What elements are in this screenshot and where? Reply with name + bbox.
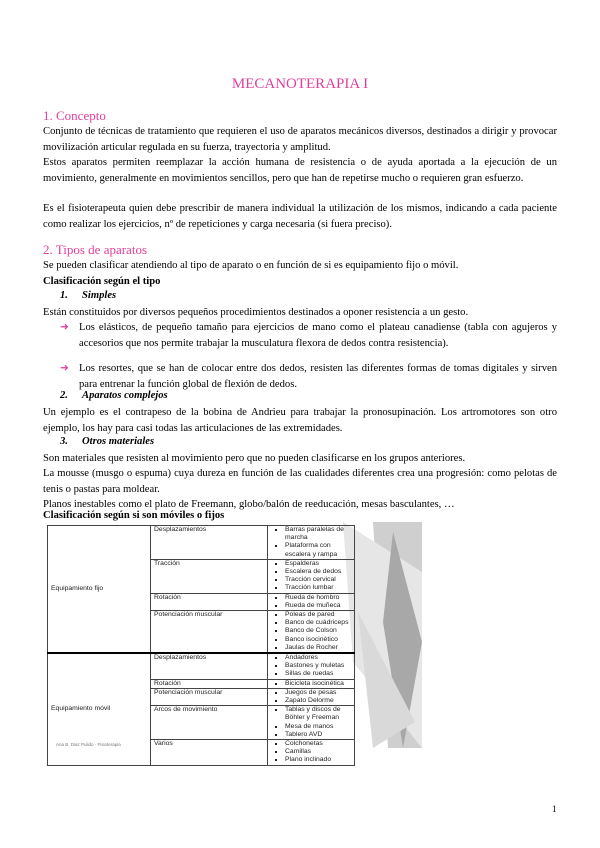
list-item: ▪ Juegos de pesas — [285, 689, 351, 697]
table-row — [48, 653, 355, 679]
list-item: ▪ Rueda de hombro — [285, 594, 351, 602]
classification-by-type-heading: Clasificación según el tipo — [43, 276, 161, 287]
category-cell: Tracción — [151, 559, 268, 593]
otros-text-2: La mousse (musgo o espuma) cuya dureza en función de las cualidades diferentes crea una progresión: como pelotas de tenis o pastas para moldear. — [43, 468, 557, 495]
page-number: 1 — [552, 804, 557, 814]
concepto-paragraph-1: Conjunto de técnicas de tratamiento que requieren el uso de aparatos mecánicos diversos, destinados a dirigir y provocar movilización articular regulada en su fuerza, trayectoria y amplitud. — [43, 126, 557, 153]
section-heading-concepto: 1. Concepto — [43, 108, 106, 123]
list-item: ▪ Espalderas — [285, 560, 351, 568]
list-item: ▪ Banco de cuádriceps — [285, 619, 351, 627]
items-cell — [268, 688, 355, 705]
concepto-paragraph-3: Es el fisioterapeuta quien debe prescribir de manera individual la utilización de los mismos, indicando a cada paciente como realizar los ejercicios, nº de repeticiones y carga necesaria (si fuera preciso). — [43, 203, 557, 230]
list-item: ▪ Banco de Colson — [285, 627, 351, 635]
items-cell — [268, 679, 355, 688]
subheading-complejos — [60, 390, 168, 401]
list-item: ▪ Barras paralelas de marcha — [285, 526, 351, 542]
arrow-icon: ➜ — [60, 322, 69, 333]
list-item: ▪ Tablero AVD — [285, 731, 351, 739]
category-cell: Potenciación muscular — [151, 611, 268, 654]
list-item: ▪ Jaulas de Rocher — [285, 644, 351, 652]
simples-text: Están constituidos por diversos pequeños procedimientos destinados a oponer resistencia a un gesto. — [43, 307, 469, 318]
list-item: ▪ Zapato Delorme — [285, 697, 351, 705]
equipment-table — [47, 525, 355, 766]
category-cell: Arcos de movimiento — [151, 706, 268, 740]
list-item: ▪ Rueda de muñeca — [285, 602, 351, 610]
items-cell — [268, 526, 355, 560]
subheading-simples — [60, 290, 116, 301]
list-item: ▪ Plano inclinado — [285, 756, 351, 764]
items-list — [271, 680, 351, 688]
page-title: MECANOTERAPIA I — [231, 76, 369, 92]
bullet-text: Los elásticos, de pequeño tamaño para ejercicios de mano como el plateau canadiense (tabla con agujeros y accesorios que nos permite trabajar la musculatura flexora de dedos contra resistencia). — [79, 322, 557, 349]
list-item: ▪ Banco isocinético — [285, 636, 351, 644]
list-item: ▪ Plataforma con escalera y rampa — [285, 542, 351, 558]
classification-table-image — [43, 522, 422, 764]
list-item: ▪ Tablas y discos de Böhler y Freeman — [285, 706, 351, 722]
category-cell: Rotación — [151, 593, 268, 610]
items-cell — [268, 611, 355, 654]
items-cell — [268, 706, 355, 740]
otros-text-1: Son materiales que resisten al movimiento pero que no pueden clasificarse en los grupos anteriores. — [43, 453, 466, 464]
items-list — [271, 594, 351, 610]
subheading-text: Simples — [82, 290, 117, 301]
list-item: ▪ Mesa de manos — [285, 723, 351, 731]
subheading-number: 2. — [60, 390, 68, 401]
bullet-elasticos — [60, 320, 557, 351]
list-item: ▪ Sillas de ruedas — [285, 670, 351, 678]
items-list — [271, 560, 351, 593]
items-cell — [268, 593, 355, 610]
subheading-number: 3. — [60, 436, 68, 447]
items-list — [271, 654, 351, 679]
category-cell: Desplazamientos — [151, 653, 268, 679]
list-item: ▪ Camillas — [285, 748, 351, 756]
items-list — [271, 611, 351, 652]
complejos-text: Un ejemplo es el contrapeso de la bobina de Andrieu para trabajar la pronosupinación. Los artromotores son otro ejemplo, los hay para casi todas las articulaciones de las extremidades. — [43, 407, 557, 434]
bullet-resortes — [60, 361, 557, 392]
fixed-equipment-label: Equipamiento fijo — [48, 526, 151, 654]
mobile-equipment-label: Equipamiento móvil — [48, 653, 151, 765]
category-cell: Rotación — [151, 679, 268, 688]
subheading-number: 1. — [60, 290, 68, 301]
list-item: ▪ Andadores — [285, 654, 351, 662]
items-cell — [268, 653, 355, 679]
otros-text-3: Planos inestables como el plato de Freemann, globo/balón de reeducación, mesas basculantes, … — [43, 499, 455, 510]
bullet-text: Los resortes, que se han de colocar entre dos dedos, resisten las diferentes formas de tomas digitales y sirven para entrenar la función global de flexión de dedos. — [79, 363, 557, 390]
section-heading-tipos: 2. Tipos de aparatos — [43, 242, 147, 257]
list-item: ▪ Tracción lumbar — [285, 584, 351, 592]
table-row — [48, 526, 355, 560]
concepto-paragraph-2: Estos aparatos permiten reemplazar la acción humana de resistencia o de ayuda aportada a la ejecución de un movimiento, generalmente en movimientos sencillos, pero que han de repetirse mucho o requieren gran esfuerzo. — [43, 157, 557, 184]
subheading-text: Otros materiales — [82, 436, 155, 447]
items-list — [271, 526, 351, 559]
subheading-otros — [60, 436, 154, 447]
list-item: ▪ Bastones y muletas — [285, 662, 351, 670]
category-cell: Desplazamientos — [151, 526, 268, 560]
list-item: ▪ Poleas de pared — [285, 611, 351, 619]
list-item: ▪ Escalera de dedos — [285, 568, 351, 576]
list-item: ▪ Tracción cervical — [285, 576, 351, 584]
list-item: ▪ Bicicleta isocinética — [285, 680, 351, 688]
classification-fixed-mobile-heading: Clasificación según si son móviles o fijos — [43, 510, 225, 521]
tipos-intro: Se pueden clasificar atendiendo al tipo de aparato o en función de si es equipamiento fijo o móvil. — [43, 260, 459, 271]
items-cell — [268, 740, 355, 766]
list-item: ▪ Colchonetas — [285, 740, 351, 748]
subheading-text: Aparatos complejos — [82, 390, 168, 401]
items-cell — [268, 559, 355, 593]
category-cell: Potenciación muscular — [151, 688, 268, 705]
table-footnote: Ana B. Diaz Pulido · Fisioterapia — [56, 742, 121, 747]
items-list — [271, 740, 351, 765]
items-list — [271, 706, 351, 739]
category-cell: Varios — [151, 740, 268, 766]
items-list — [271, 689, 351, 705]
arrow-icon: ➜ — [60, 363, 69, 374]
